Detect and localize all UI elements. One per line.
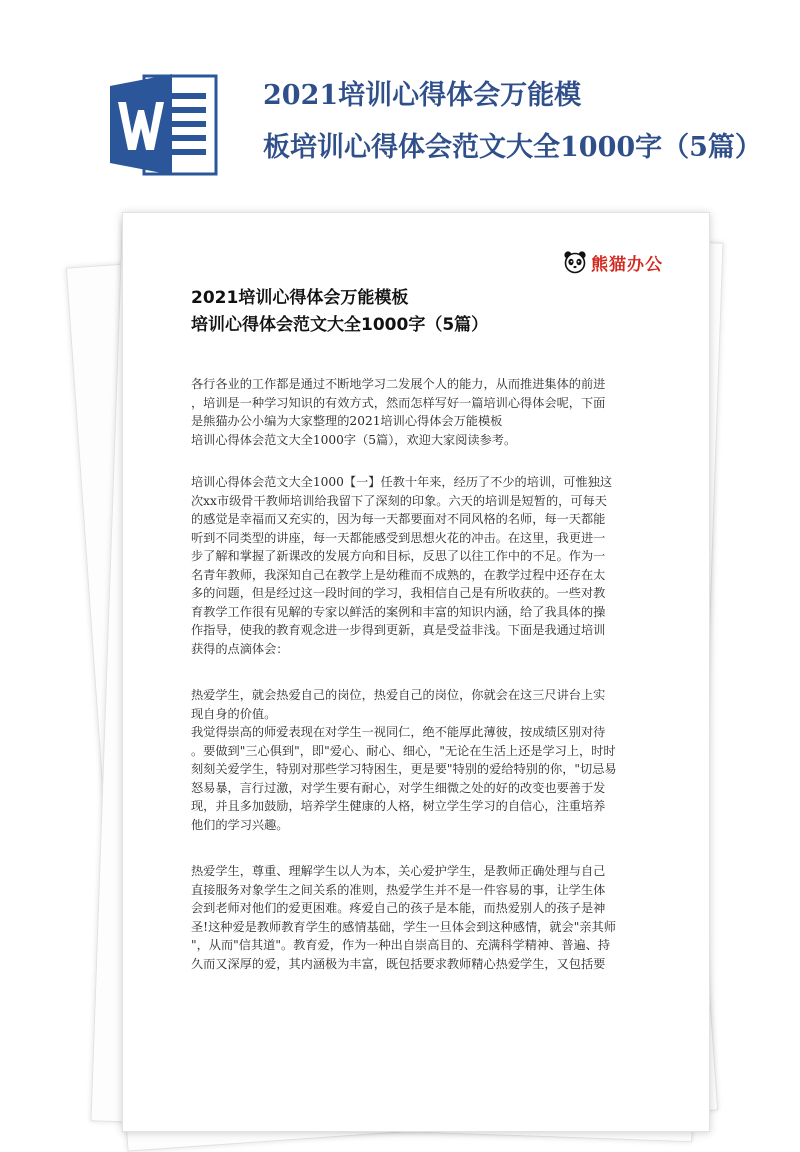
text-line: 热爱学生，就会热爱自己的岗位，热爱自己的岗位，你就会在这三尺讲台上实 <box>191 688 606 702</box>
header-title-line: 2021培训心得体会万能模 <box>263 80 582 111</box>
text-line: 。要做到"三心俱到"，即"爱心、耐心、细心，"无论在生活上还是学习上，时时 <box>191 743 616 758</box>
document-body <box>191 375 643 973</box>
page-header <box>0 0 800 210</box>
text-line: 久而又深厚的爱，其内涵极为丰富，既包括要求教师精心热爱学生，又包括要 <box>191 956 606 971</box>
text-line: 圣!这种爱是教师教育学生的感情基础，学生一旦体会到这种感情，就会"亲其师 <box>191 919 616 934</box>
brand-logo <box>563 247 663 277</box>
text-line: 是熊猫办公小编为大家整理的2021培训心得体会万能模板 <box>191 414 503 428</box>
text-line: 现自身的价值。 <box>191 706 277 721</box>
text-line: "，从而"信其道"。教育爱，作为一种出自崇高目的、充满科学精神、普遍、持 <box>191 938 611 952</box>
text-line: 步了解和掌握了新课改的发展方向和目标，反思了以往工作中的不足。作为一 <box>191 549 606 563</box>
text-line: 他们的学习兴趣。 <box>191 817 289 832</box>
document-title-line: 培训心得体会范文大全1000字（5篇） <box>191 315 489 335</box>
text-line: 作指导，使我的教育观念进一步得到更新，真是受益非浅。下面是我通过培训 <box>191 623 606 637</box>
text-line: 听到不同类型的讲座，每一天都能感受到思想火花的冲击。在这里，我更进一 <box>191 530 606 545</box>
text-line: ，培训是一种学习知识的有效方式，然而怎样写好一篇培训心得体会呢，下面 <box>191 395 606 410</box>
text-line: 会到老师对他们的爱更困难。疼爱自己的孩子是本能，而热爱别人的孩子是神 <box>191 901 606 915</box>
text-line: 的感觉是幸福而又充实的，因为每一天都要面对不同风格的名师，每一天都能 <box>191 512 606 526</box>
text-line: 育教学工作很有见解的专家以鲜活的案例和丰富的知识内涵，给了我具体的操 <box>191 604 606 619</box>
text-line: 培训心得体会范文大全1000字（5篇），欢迎大家阅读参考。 <box>191 432 517 447</box>
text-line: 名青年教师，我深知自己在教学上是幼稚而不成熟的，在教学过程中还存在太 <box>191 567 606 582</box>
brand-name: 熊猫办公 <box>591 254 663 275</box>
panda-icon <box>563 250 587 274</box>
word-document-icon <box>110 72 220 177</box>
text-line: 热爱学生，尊重、理解学生以人为本，关心爱护学生，是教师正确处理与自己 <box>191 864 606 878</box>
header-title <box>263 70 793 174</box>
intro-paragraph <box>191 375 643 449</box>
text-line: 直接服务对象学生之间关系的准则，热爱学生并不是一件容易的事，让学生体 <box>191 882 606 897</box>
text-line: 获得的点滴体会： <box>191 641 289 656</box>
text-line: 我觉得崇高的师爱表现在对学生一视同仁，绝不能厚此薄彼，按成绩区别对待 <box>191 725 606 739</box>
text-line: 培训心得体会范文大全1000【一】任教十年来，经历了不少的培训，可惟独这 <box>191 475 613 489</box>
text-line: 现，并且多加鼓励，培养学生健康的人格，树立学生学习的自信心，注重培养 <box>191 799 606 813</box>
body-paragraph <box>191 862 643 973</box>
body-paragraph <box>191 686 643 834</box>
text-line: 各行各业的工作都是通过不断地学习二发展个人的能力，从而推进集体的前进 <box>191 377 606 391</box>
body-paragraph <box>191 473 643 658</box>
document-title <box>191 285 488 339</box>
text-line: 刻刻关爱学生，特别对那些学习特困生，更是要"特别的爱给特别的你，"切忌易 <box>191 762 617 776</box>
header-title-line: 板培训心得体会范文大全1000字（5篇） <box>263 132 762 163</box>
text-line: 多的问题，但是经过这一段时间的学习，我相信自己是有所收获的。一些对教 <box>191 586 606 600</box>
document-page <box>122 212 710 1132</box>
text-line: 怒易暴，言行过激，对学生要有耐心，对学生细微之处的好的改变也要善于发 <box>191 780 606 795</box>
text-line: 次xx市级骨干教师培训给我留下了深刻的印象。六天的培训是短暂的，可每天 <box>191 493 607 508</box>
document-title-line: 2021培训心得体会万能模板 <box>191 288 409 308</box>
